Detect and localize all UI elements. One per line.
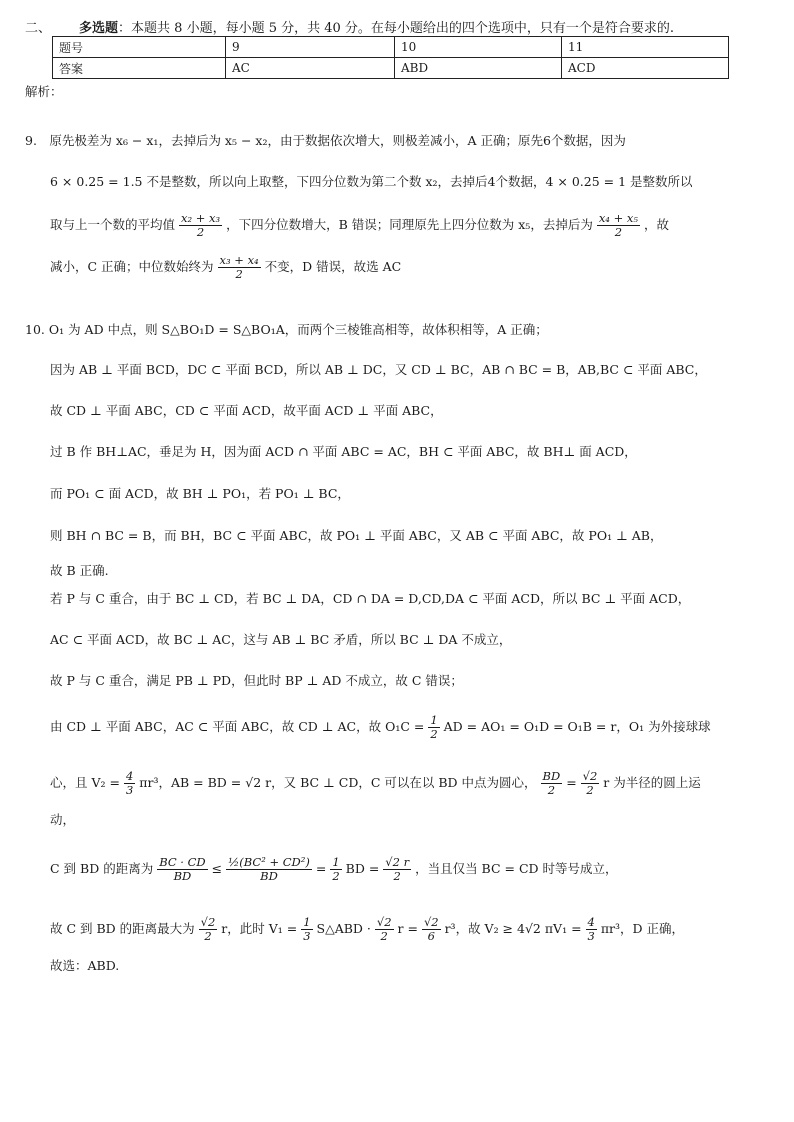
- fraction-numerator: 1: [303, 915, 311, 929]
- fraction: [375, 916, 394, 943]
- fraction-denominator: BD: [260, 869, 278, 883]
- table-cell: 答案: [53, 58, 226, 79]
- q10-line-11: [50, 714, 711, 741]
- fraction: [157, 856, 207, 883]
- text-run: 由 CD ⊥ 平面 ABC，AC ⊂ 平面 ABC，故 CD ⊥ AC，故 O₁C =: [50, 719, 425, 734]
- fraction-numerator: 1: [430, 713, 438, 727]
- fraction: [597, 212, 640, 239]
- q10-line-5: 而 PO₁ ⊂ 面 ACD，故 BH ⊥ PO₁，若 PO₁ ⊥ BC，: [50, 486, 350, 501]
- fraction: [422, 916, 441, 943]
- fraction-denominator: 2: [196, 225, 205, 239]
- text-run: 心，且 V₂ =: [50, 775, 120, 790]
- fraction-numerator: √2 r: [385, 855, 410, 869]
- text-run: BD =: [345, 861, 380, 876]
- fraction-numerator: ½(BC² + CD²): [228, 855, 310, 869]
- fraction-numerator: 4: [587, 915, 595, 929]
- section-number: 二、: [25, 21, 52, 36]
- text-run: 取与上一个数的平均值: [50, 217, 176, 232]
- fraction: [218, 254, 261, 281]
- q10-line-4: 过 B 作 BH⊥AC，垂足为 H，因为面 ACD ∩ 平面 ABC = AC，BH ⊂ 平面 ABC，故 BH⊥ 面 ACD，: [50, 444, 637, 459]
- table-row: [53, 58, 729, 79]
- text-run: πr³，AB = BD = √2 r，又 BC ⊥ CD，C 可以在以 BD 中点为圆心，: [139, 775, 537, 790]
- table-cell: ACD: [562, 58, 729, 79]
- text-run: S△ABD ·: [316, 921, 371, 936]
- text-run: r，此时 V₁ =: [221, 921, 298, 936]
- fraction-denominator: 3: [125, 783, 134, 797]
- fraction: [179, 212, 222, 239]
- text-run: ，故: [643, 217, 669, 232]
- fraction: [199, 916, 218, 943]
- fraction-denominator: 6: [427, 929, 435, 943]
- fraction: [226, 856, 312, 883]
- q9-line-3: [50, 212, 669, 239]
- table-cell: 9: [226, 37, 395, 58]
- fraction: [301, 916, 312, 943]
- section-heading: [25, 17, 674, 36]
- fraction-denominator: 3: [303, 929, 311, 943]
- fraction-denominator: 2: [393, 869, 401, 883]
- fraction-denominator: 3: [587, 929, 595, 943]
- fraction: [383, 856, 411, 883]
- text-run: =: [315, 861, 327, 876]
- q10-line-13: 动，: [50, 812, 76, 827]
- table-cell: 10: [395, 37, 562, 58]
- fraction-denominator: BD: [173, 869, 192, 883]
- answer-table: [52, 36, 729, 79]
- q10-line-7: 故 B 正确.: [50, 563, 109, 578]
- fraction-numerator: √2: [423, 915, 439, 929]
- fraction-numerator: BD: [542, 769, 561, 783]
- fraction-numerator: √2: [376, 915, 392, 929]
- fraction: [541, 770, 563, 797]
- text-run: r 为半径的圆上运: [603, 775, 701, 790]
- q9-line-2: 6 × 0.25 = 1.5 不是整数，所以向上取整，下四分位数为第二个数 x₂，去掉后4个数据，4 × 0.25 = 1 是整数所以: [50, 174, 693, 189]
- q10-line-10: 故 P 与 C 重合，满足 PB ⊥ PD，但此时 BP ⊥ AD 不成立，故 C 错误；: [50, 673, 463, 688]
- fraction-numerator: x₂ + x₃: [181, 211, 221, 225]
- fraction-numerator: x₄ + x₅: [598, 211, 638, 225]
- q10-line-16: 故选：ABD.: [50, 958, 120, 973]
- fraction-numerator: BC · CD: [159, 855, 206, 869]
- fraction: [124, 770, 135, 797]
- q10-line-14: [50, 856, 618, 883]
- text-run: =: [566, 775, 577, 790]
- fraction-denominator: 2: [547, 783, 556, 797]
- q10-line-12: [50, 770, 701, 797]
- text-run: r³，故 V₂ ≥ 4√2 πV₁ =: [444, 921, 582, 936]
- q10-line-9: AC ⊂ 平面 ACD，故 BC ⊥ AC，这与 AB ⊥ BC 矛盾，所以 BC ⊥ DA 不成立，: [50, 632, 512, 647]
- text-run: 减小，C 正确；中位数始终为: [50, 259, 214, 274]
- analysis-label: 解析：: [25, 84, 63, 99]
- table-cell: ABD: [395, 58, 562, 79]
- text-run: C 到 BD 的距离为: [50, 861, 154, 876]
- fraction: [581, 770, 600, 797]
- section-description: ：本题共 8 小题，每小题 5 分，共 40 分。在每小题给出的四个选项中，只有一个是符合要求的.: [118, 21, 675, 36]
- fraction: [330, 856, 341, 883]
- q10-line-1: 10. O₁ 为 AD 中点，则 S△BO₁D = S△BO₁A，而两个三棱锥高相等，故体积相等，A 正确；: [25, 322, 548, 337]
- q9-line-4: [50, 254, 401, 281]
- fraction-denominator: 2: [586, 783, 594, 797]
- text-run: 不变，D 错误，故选 AC: [264, 259, 402, 274]
- q10-line-2: 因为 AB ⊥ 平面 BCD，DC ⊂ 平面 BCD，所以 AB ⊥ DC，又 CD ⊥ BC，AB ∩ BC = B，AB,BC ⊂ 平面 ABC，: [50, 362, 707, 377]
- q10-line-15: [50, 916, 684, 943]
- fraction-denominator: 2: [430, 727, 438, 741]
- fraction: [428, 714, 439, 741]
- fraction-denominator: 2: [614, 225, 623, 239]
- text-run: πr³，D 正确，: [600, 921, 685, 936]
- text-run: ≤: [211, 861, 223, 876]
- fraction-numerator: √2: [582, 769, 598, 783]
- q10-line-8: 若 P 与 C 重合，由于 BC ⊥ CD，若 BC ⊥ DA，CD ∩ DA = D,CD,DA ⊂ 平面 ACD，所以 BC ⊥ 平面 ACD，: [50, 591, 691, 606]
- fraction-denominator: 2: [204, 929, 212, 943]
- table-row: [53, 37, 729, 58]
- fraction-numerator: x₃ + x₄: [219, 253, 259, 267]
- q10-line-6: 则 BH ∩ BC = B，而 BH，BC ⊂ 平面 ABC，故 PO₁ ⊥ 平面 ABC，又 AB ⊂ 平面 ABC，故 PO₁ ⊥ AB，: [50, 528, 663, 543]
- section-title: 多选题: [79, 21, 119, 36]
- table-cell: 题号: [53, 37, 226, 58]
- fraction-numerator: 4: [125, 769, 134, 783]
- fraction-denominator: 2: [380, 929, 388, 943]
- fraction: [586, 916, 597, 943]
- text-run: AD = AO₁ = O₁D = O₁B = r，O₁ 为外接球球: [443, 719, 711, 734]
- text-run: r =: [397, 921, 418, 936]
- q9-line-1: 9. 原先极差为 x₆ − x₁，去掉后为 x₅ − x₂，由于数据依次增大，则极差减小，A 正确；原先6个数据，因为: [25, 133, 626, 148]
- fraction-denominator: 2: [235, 267, 243, 281]
- text-run: ，当且仅当 BC = CD 时等号成立，: [415, 861, 618, 876]
- table-cell: 11: [562, 37, 729, 58]
- fraction-numerator: 1: [332, 855, 340, 869]
- q10-line-3: 故 CD ⊥ 平面 ABC，CD ⊂ 平面 ACD，故平面 ACD ⊥ 平面 ABC，: [50, 403, 443, 418]
- text-run: ，下四分位数增大，B 错误；同理原先上四分位数为 x₅，去掉后为: [226, 217, 593, 232]
- table-cell: AC: [226, 58, 395, 79]
- fraction-numerator: √2: [200, 915, 216, 929]
- fraction-denominator: 2: [332, 869, 340, 883]
- text-run: 故 C 到 BD 的距离最大为: [50, 921, 195, 936]
